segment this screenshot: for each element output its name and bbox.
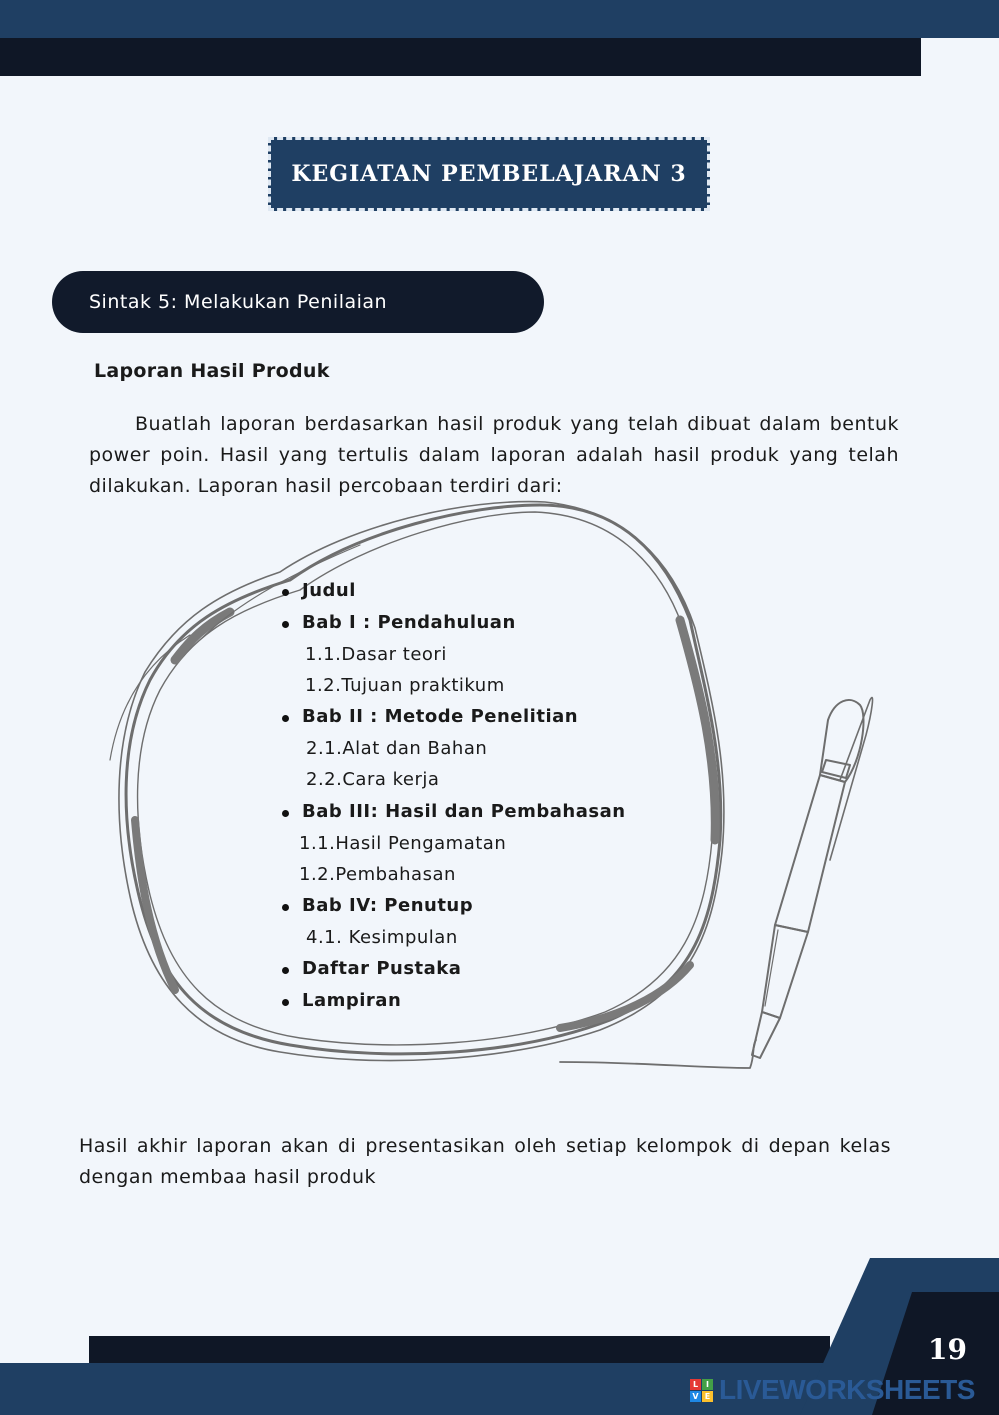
list-item: 1.1.Hasil Pengamatan xyxy=(299,833,507,854)
list-item: 1.1.Dasar teori xyxy=(305,644,447,665)
list-item: Bab II : Metode Penelitian xyxy=(302,706,579,727)
list-item: Bab IV: Penutup xyxy=(302,895,474,916)
report-title: Laporan Hasil Produk xyxy=(94,360,330,382)
list-item: 2.1.Alat dan Bahan xyxy=(306,738,488,759)
badge-letter: V xyxy=(690,1391,701,1402)
section-title: KEGIATAN PEMBELAJARAN 3 xyxy=(291,161,687,187)
closing-paragraph: Hasil akhir laporan akan di presentasikan oleh setiap kelompok di depan kelas dengan membaa hasil produk xyxy=(79,1135,891,1188)
list-item: 1.2.Pembahasan xyxy=(299,864,456,885)
badge-letter: I xyxy=(702,1379,713,1390)
section-title-box xyxy=(268,137,710,211)
list-item: Bab I : Pendahuluan xyxy=(302,612,516,633)
list-item: Bab III: Hasil dan Pembahasan xyxy=(302,801,626,822)
watermark-text: LIVEWORKSHEETS xyxy=(719,1374,975,1405)
list-item: Lampiran xyxy=(302,990,402,1011)
list-item: 2.2.Cara kerja xyxy=(306,769,440,790)
header-bar-bottom xyxy=(0,38,921,76)
sintak-banner xyxy=(52,271,544,333)
list-item: 1.2.Tujuan praktikum xyxy=(305,675,505,696)
list-item: 4.1. Kesimpulan xyxy=(306,927,458,948)
report-intro: Buatlah laporan berdasarkan hasil produk yang telah dibuat dalam bentuk power poin. Hasil yang tertulis dalam laporan adalah hasil produk yang telah dilakukan. Laporan hasil percobaan terdiri dari: xyxy=(89,413,899,497)
badge-letter: L xyxy=(690,1379,701,1390)
sintak-label: Sintak 5: Melakukan Penilaian xyxy=(89,291,388,313)
list-item: Judul xyxy=(302,580,356,601)
liveworksheets-logo-icon xyxy=(690,1379,713,1402)
liveworksheets-watermark xyxy=(690,1374,990,1406)
badge-letter: E xyxy=(702,1391,713,1402)
page-number: 19 xyxy=(928,1333,967,1366)
header-bar-top xyxy=(0,0,999,38)
list-item: Daftar Pustaka xyxy=(302,958,462,979)
